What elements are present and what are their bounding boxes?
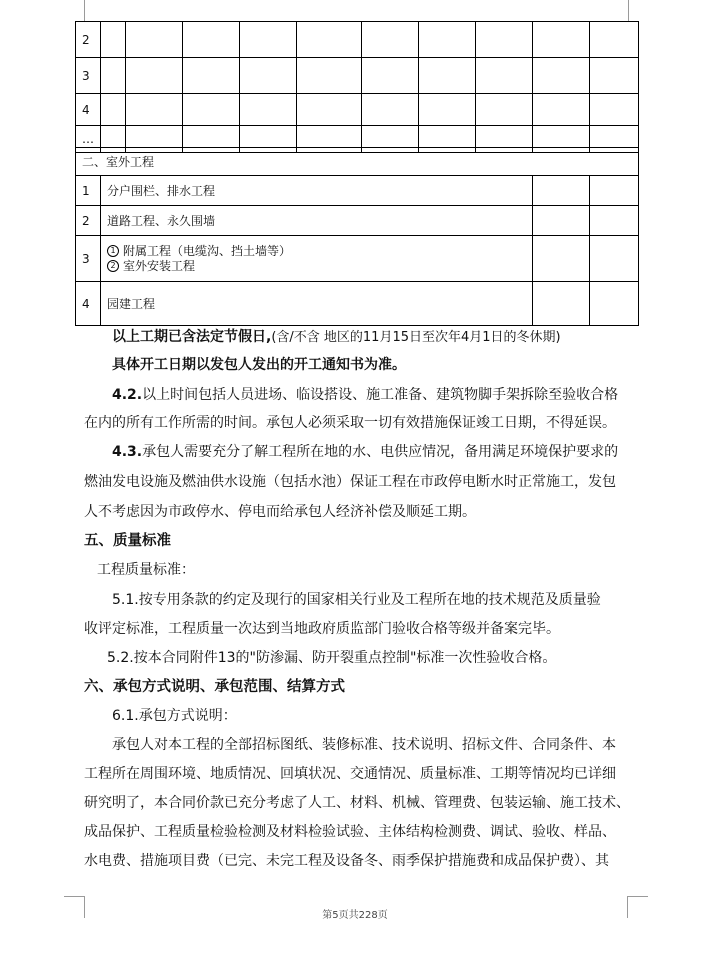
paragraph-line: 人不考虑因为市政停水、停电而给承包人经济补偿及顺延工期。 — [84, 504, 476, 520]
table-row — [76, 94, 639, 126]
paragraph-line: 5.2.按本合同附件13的"防渗漏、防开裂重点控制"标准一次性验收合格。 — [107, 650, 557, 666]
sub-item: 1 附属工程（电缆沟、挡土墙等） — [107, 244, 532, 259]
row-item — [101, 236, 533, 282]
paragraph-line: 研究明了，本合同价款已充分考虑了人工、材料、机械、管理费、包装运输、施工技术、 — [84, 795, 630, 811]
table-row — [76, 206, 639, 236]
paragraph-line: 在内的所有工作所需的时间。承包人必须采取一切有效措施保证竣工日期，不得延误。 — [84, 415, 616, 431]
section-heading: 五、质量标准 — [84, 533, 171, 549]
crop-mark-top-left — [64, 0, 85, 22]
paragraph-line: 4.2.以上时间包括人员进场、临设搭设、施工准备、建筑物脚手架拆除至验收合格 — [112, 387, 619, 403]
circled-number-icon: 1 — [107, 245, 119, 257]
paragraph-line: 6.1.承包方式说明： — [112, 708, 237, 724]
row-number: 2 — [76, 22, 101, 58]
row-item: 分户围栏、排水工程 — [101, 176, 533, 206]
schedule-table-outdoor — [75, 147, 639, 326]
paragraph-line: 5.1.按专用条款的约定及现行的国家相关行业及工程所在地的技术规范及质量验 — [112, 592, 601, 608]
row-number: 1 — [76, 176, 101, 206]
section-heading: 六、承包方式说明、承包范围、结算方式 — [84, 679, 345, 695]
row-number: … — [76, 126, 101, 153]
row-item: 道路工程、永久围墙 — [101, 206, 533, 236]
paragraph-line: 水电费、措施项目费（已完、未完工程及设备冬、雨季保护措施费和成品保护费）、其 — [84, 853, 609, 869]
paragraph-line: 以上工期已含法定节假日,(含/不含 地区的11月15日至次年4月1日的冬休期) — [112, 329, 561, 345]
paragraph-line: 工程质量标准： — [97, 562, 195, 578]
table-row — [76, 176, 639, 206]
row-number: 3 — [76, 236, 101, 282]
crop-mark-bottom-left — [64, 896, 84, 898]
sub-item: 2 室外安装工程 — [107, 259, 532, 274]
paragraph-line: 收评定标准，工程质量一次达到当地政府质监部门验收合格等级并备案完毕。 — [84, 621, 560, 637]
table-row — [76, 22, 639, 58]
table-row — [76, 148, 639, 176]
table-row — [76, 282, 639, 326]
row-number: 2 — [76, 206, 101, 236]
paragraph-line: 4.3.承包人需要充分了解工程所在地的水、电供应情况，备用满足环境保护要求的 — [112, 444, 619, 460]
paragraph-line: 燃油发电设施及燃油供水设施（包括水池）保证工程在市政停电断水时正常施工，发包 — [84, 474, 616, 490]
paragraph-line: 承包人对本工程的全部招标图纸、装修标准、技术说明、招标文件、合同条件、本 — [112, 737, 616, 753]
paragraph-line: 成品保护、工程质量检验检测及材料检验试验、主体结构检测费、调试、验收、样品、 — [84, 824, 616, 840]
section-title: 二、室外工程 — [76, 148, 639, 176]
row-number: 4 — [76, 94, 101, 126]
schedule-table-top — [75, 21, 639, 153]
crop-mark-top-right — [628, 0, 649, 22]
paragraph-line: 具体开工日期以发包人发出的开工通知书为准。 — [112, 357, 406, 373]
table-row — [76, 236, 639, 282]
row-number: 4 — [76, 282, 101, 326]
crop-mark-bottom-right — [628, 896, 648, 898]
table-row — [76, 58, 639, 94]
row-item: 园建工程 — [101, 282, 533, 326]
row-number: 3 — [76, 58, 101, 94]
circled-number-icon: 2 — [107, 260, 119, 272]
paragraph-line: 工程所在周围环境、地质情况、回填状况、交通情况、质量标准、工期等情况均已详细 — [84, 766, 616, 782]
page-footer: 第5页共228页 — [322, 910, 388, 921]
